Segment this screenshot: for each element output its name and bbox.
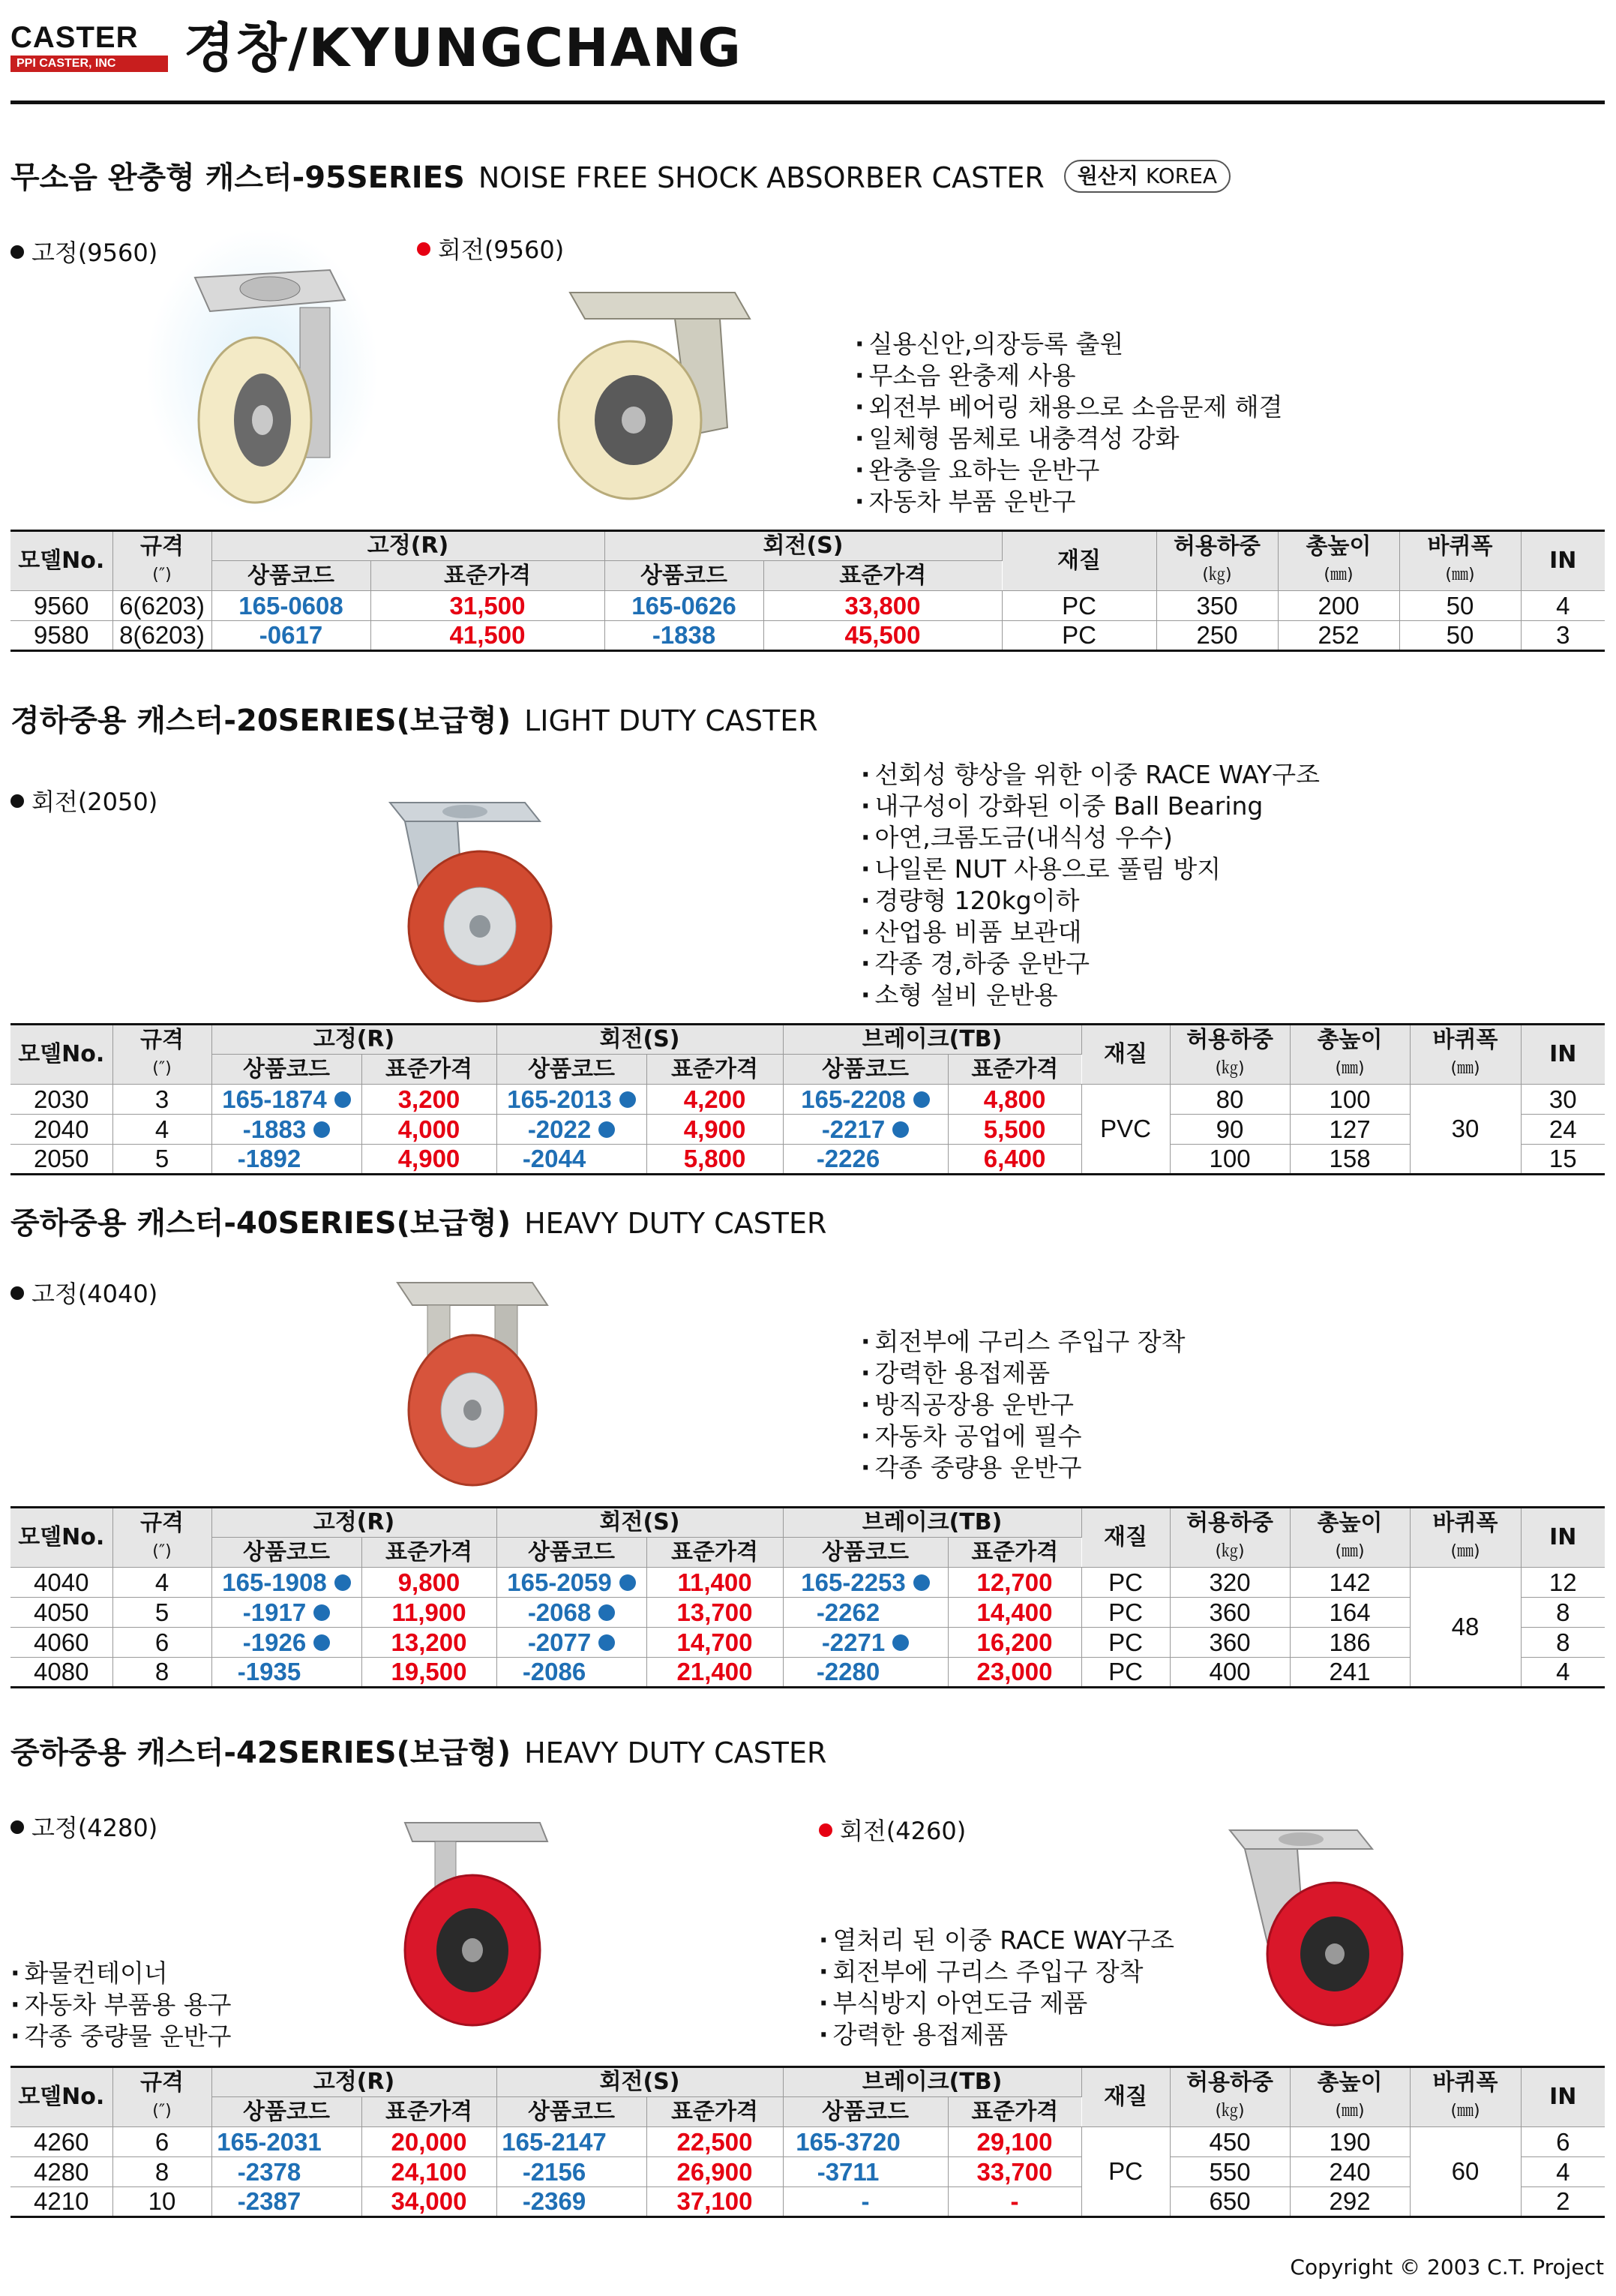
variant-label: 고정(4040)	[10, 1278, 157, 1310]
col-header-height: 총높이 (㎜)	[1290, 1025, 1410, 1085]
col-header-spec: 규격 (″)	[112, 1508, 211, 1568]
col-header-width: 바퀴폭 (㎜)	[1399, 531, 1521, 591]
feature-item: · 자동차 부품용 용구	[10, 1989, 232, 2021]
col-header-model: 모델No.	[10, 531, 112, 591]
variant-label: 고정(4280)	[10, 1812, 157, 1844]
spec-table-42	[10, 2066, 1605, 2218]
stock-dot-icon	[892, 1634, 909, 1651]
table-row: 4080 8 -1935 19,500 -2086 21,400 -2280 23,000 PC 400 241 4	[10, 1658, 1605, 1688]
table-row: 2050 5 -1892 4,900 -2044 5,800 -2226 6,400 100 158 15	[10, 1145, 1605, 1175]
stock-dot-icon	[913, 1091, 930, 1108]
table-row: 4260 6 165-2031 20,000 165-2147 22,500 165-3720 29,100 PC 450 190 60 6	[10, 2127, 1605, 2157]
feature-item: · 나일론 NUT 사용으로 풀림 방지	[861, 854, 1320, 885]
col-header-code: 상품코드	[211, 1538, 361, 1568]
feature-item: · 실용신안,의장등록 출원	[855, 329, 1283, 360]
feature-item: · 내구성이 강화된 이중 Ball Bearing	[861, 791, 1320, 822]
feature-item: · 강력한 용접제품	[861, 1358, 1186, 1389]
feature-item: · 부식방지 아연도금 제품	[819, 1988, 1174, 2019]
col-group-swivel: 회전(S)	[496, 2067, 783, 2097]
spec-table-95	[10, 530, 1605, 652]
table-row: 4040 4 165-1908 9,800 165-2059 11,400 165-2253 12,700 PC 320 142 48 12	[10, 1568, 1605, 1598]
col-header-in: IN	[1521, 531, 1605, 591]
col-group-brake: 브레이크(TB)	[783, 1508, 1081, 1538]
table-row: 4210 10 -2387 34,000 -2369 37,100 - - 650 292 2	[10, 2187, 1605, 2217]
col-header-height: 총높이 (㎜)	[1290, 1508, 1410, 1568]
col-header-model: 모델No.	[10, 2067, 112, 2127]
feature-list-right	[819, 1925, 1174, 2051]
bullet-dot-icon	[10, 245, 24, 259]
stock-dot-icon	[334, 1091, 351, 1108]
col-header-price: 표준가격	[763, 561, 1002, 591]
feature-item: · 산업용 비품 보관대	[861, 917, 1320, 948]
table-row: 4060 6 -1926 13,200 -2077 14,700 -2271 16,200 PC 360 186 8	[10, 1628, 1605, 1658]
stock-dot-icon	[913, 1574, 930, 1591]
caster-image-9560-swivel	[540, 278, 757, 503]
section-title-40	[10, 1203, 826, 1244]
caster-image-2050-swivel	[375, 788, 562, 1005]
section-title-ko: 무소음 완충형 캐스터-95SERIES	[10, 161, 465, 195]
col-header-spec: 규격 (″)	[112, 1025, 211, 1085]
caster-image-9560-fixed	[142, 225, 382, 518]
section-title-95	[10, 158, 1231, 198]
stock-dot-icon	[598, 1604, 615, 1621]
spec-table-40	[10, 1506, 1605, 1688]
col-header-width: 바퀴폭 (㎜)	[1410, 1025, 1521, 1085]
col-header-price: 표준가격	[646, 2097, 783, 2127]
col-header-price: 표준가격	[646, 1538, 783, 1568]
origin-label: 원산지	[1077, 164, 1138, 188]
brand-title: 경창/KYUNGCHANG	[184, 17, 742, 79]
feature-list	[855, 329, 1283, 518]
feature-item: · 자동차 부품 운반구	[855, 486, 1283, 518]
table-row: 9580 8(6203) -0617 41,500 -1838 45,500 PC 250 252 50 3	[10, 621, 1605, 651]
col-header-in: IN	[1521, 1025, 1605, 1085]
bullet-dot-icon	[10, 1820, 24, 1834]
feature-item: · 자동차 공업에 필수	[861, 1421, 1186, 1452]
col-header-height: 총높이 (㎜)	[1290, 2067, 1410, 2127]
table-row: 9560 6(6203) 165-0608 31,500 165-0626 33,800 PC 350 200 50 4	[10, 591, 1605, 621]
stock-dot-icon	[619, 1574, 636, 1591]
col-header-material: 재질	[1081, 1025, 1170, 1085]
feature-item: · 화물컨테이너	[10, 1958, 232, 1989]
stock-dot-icon	[598, 1634, 615, 1651]
variant-label: 회전(2050)	[10, 786, 157, 818]
table-row: 2040 4 -1883 4,000 -2022 4,900 -2217 5,500 90 127 24	[10, 1115, 1605, 1145]
feature-item: · 소형 설비 운반용	[861, 980, 1320, 1011]
origin-badge	[1064, 160, 1231, 193]
stock-dot-icon	[313, 1121, 330, 1138]
section-title-ko: 중하중용 캐스터-40SERIES(보급형)	[10, 1206, 511, 1241]
section-title-en: HEAVY DUTY CASTER	[524, 1736, 827, 1769]
caster-image-4260-swivel	[1215, 1815, 1410, 2033]
col-header-width: 바퀴폭 (㎜)	[1410, 2067, 1521, 2127]
col-header-code: 상품코드	[783, 2097, 948, 2127]
col-header-price: 표준가격	[361, 2097, 496, 2127]
col-header-load: 허용하중 (㎏)	[1156, 531, 1278, 591]
col-group-fixed: 고정(R)	[211, 1508, 496, 1538]
col-header-price: 표준가격	[948, 1055, 1081, 1085]
col-header-price: 표준가격	[948, 1538, 1081, 1568]
spec-table-20	[10, 1023, 1605, 1175]
feature-list	[861, 759, 1320, 1011]
col-header-code: 상품코드	[211, 2097, 361, 2127]
col-header-material: 재질	[1002, 531, 1156, 591]
section-title-42	[10, 1733, 826, 1773]
feature-item: · 열처리 된 이중 RACE WAY구조	[819, 1925, 1174, 1956]
feature-item: · 강력한 용접제품	[819, 2019, 1174, 2051]
section-title-ko: 중하중용 캐스터-42SERIES(보급형)	[10, 1736, 511, 1770]
col-group-swivel: 회전(S)	[604, 531, 1002, 561]
caster-image-4280-fixed	[390, 1815, 555, 2033]
feature-item: · 일체형 몸체로 내충격성 강화	[855, 423, 1283, 455]
origin-value: KOREA	[1145, 164, 1218, 188]
col-group-brake: 브레이크(TB)	[783, 2067, 1081, 2097]
col-header-code: 상품코드	[496, 1538, 646, 1568]
copyright-text: Copyright © 2003 C.T. Project	[1290, 2255, 1604, 2279]
col-header-load: 허용하중 (㎏)	[1170, 1508, 1290, 1568]
col-header-price: 표준가격	[948, 2097, 1081, 2127]
stock-dot-icon	[313, 1634, 330, 1651]
feature-item: · 각종 중량용 운반구	[861, 1452, 1186, 1484]
feature-item: · 각종 중량물 운반구	[10, 2021, 232, 2052]
feature-item: · 방직공장용 운반구	[861, 1389, 1186, 1421]
col-header-material: 재질	[1081, 2067, 1170, 2127]
feature-item: · 회전부에 구리스 주입구 장착	[861, 1326, 1186, 1358]
table-row: 4280 8 -2378 24,100 -2156 26,900 -3711 33,700 550 240 4	[10, 2157, 1605, 2187]
col-header-model: 모델No.	[10, 1508, 112, 1568]
col-header-load: 허용하중 (㎏)	[1170, 2067, 1290, 2127]
feature-item: · 회전부에 구리스 주입구 장착	[819, 1956, 1174, 1988]
col-header-code: 상품코드	[211, 561, 370, 591]
table-row: 4050 5 -1917 11,900 -2068 13,700 -2262 14,400 PC 360 164 8	[10, 1598, 1605, 1628]
variant-label: 회전(4260)	[819, 1815, 966, 1847]
bullet-dot-icon	[819, 1823, 832, 1837]
col-header-height: 총높이 (㎜)	[1278, 531, 1399, 591]
bullet-dot-icon	[10, 1286, 24, 1300]
col-group-swivel: 회전(S)	[496, 1508, 783, 1538]
section-title-ko: 경하중용 캐스터-20SERIES(보급형)	[10, 704, 511, 738]
col-header-model: 모델No.	[10, 1025, 112, 1085]
col-header-code: 상품코드	[211, 1055, 361, 1085]
caster-image-4040-fixed	[390, 1275, 555, 1493]
col-group-fixed: 고정(R)	[211, 2067, 496, 2097]
col-header-spec: 규격 (″)	[112, 531, 211, 591]
col-group-swivel: 회전(S)	[496, 1025, 783, 1055]
col-header-code: 상품코드	[496, 1055, 646, 1085]
col-header-material: 재질	[1081, 1508, 1170, 1568]
col-header-width: 바퀴폭 (㎜)	[1410, 1508, 1521, 1568]
bullet-dot-icon	[417, 242, 430, 256]
feature-item: · 아연,크롬도금(내식성 우수)	[861, 822, 1320, 854]
feature-item: · 외전부 베어링 채용으로 소음문제 해결	[855, 392, 1283, 423]
feature-list	[861, 1326, 1186, 1484]
col-header-in: IN	[1521, 2067, 1605, 2127]
col-header-load: 허용하중 (㎏)	[1170, 1025, 1290, 1085]
logo-wordmark: CASTER	[10, 21, 139, 54]
section-title-en: NOISE FREE SHOCK ABSORBER CASTER	[478, 161, 1045, 194]
section-title-20	[10, 701, 818, 741]
feature-list-left	[10, 1958, 232, 2052]
header-divider	[10, 101, 1605, 104]
stock-dot-icon	[313, 1604, 330, 1621]
stock-dot-icon	[598, 1121, 615, 1138]
bullet-dot-icon	[10, 794, 24, 808]
col-header-code: 상품코드	[783, 1055, 948, 1085]
col-header-in: IN	[1521, 1508, 1605, 1568]
feature-item: · 선회성 향상을 위한 이중 RACE WAY구조	[861, 759, 1320, 791]
logo-tagline: PPI CASTER, INC	[10, 56, 168, 72]
col-header-price: 표준가격	[361, 1055, 496, 1085]
section-title-en: HEAVY DUTY CASTER	[524, 1207, 827, 1240]
col-header-price: 표준가격	[370, 561, 604, 591]
col-header-code: 상품코드	[604, 561, 763, 591]
logo	[10, 21, 168, 74]
feature-item: · 완충을 요하는 운반구	[855, 455, 1283, 486]
col-group-brake: 브레이크(TB)	[783, 1025, 1081, 1055]
variant-label: 회전(9560)	[417, 234, 564, 266]
variant-label: 고정(9560)	[10, 237, 157, 269]
col-header-spec: 규격 (″)	[112, 2067, 211, 2127]
col-header-code: 상품코드	[783, 1538, 948, 1568]
col-header-price: 표준가격	[361, 1538, 496, 1568]
col-header-code: 상품코드	[496, 2097, 646, 2127]
feature-item: · 각종 경,하중 운반구	[861, 948, 1320, 980]
stock-dot-icon	[334, 1574, 351, 1591]
section-title-en: LIGHT DUTY CASTER	[524, 704, 818, 737]
feature-item: · 경량형 120kg이하	[861, 885, 1320, 917]
table-row: 2030 3 165-1874 3,200 165-2013 4,200 165-2208 4,800 PVC 80 100 30 30	[10, 1085, 1605, 1115]
col-group-fixed: 고정(R)	[211, 1025, 496, 1055]
col-header-price: 표준가격	[646, 1055, 783, 1085]
stock-dot-icon	[892, 1121, 909, 1138]
stock-dot-icon	[619, 1091, 636, 1108]
feature-item: · 무소음 완충제 사용	[855, 360, 1283, 392]
col-group-fixed: 고정(R)	[211, 531, 604, 561]
